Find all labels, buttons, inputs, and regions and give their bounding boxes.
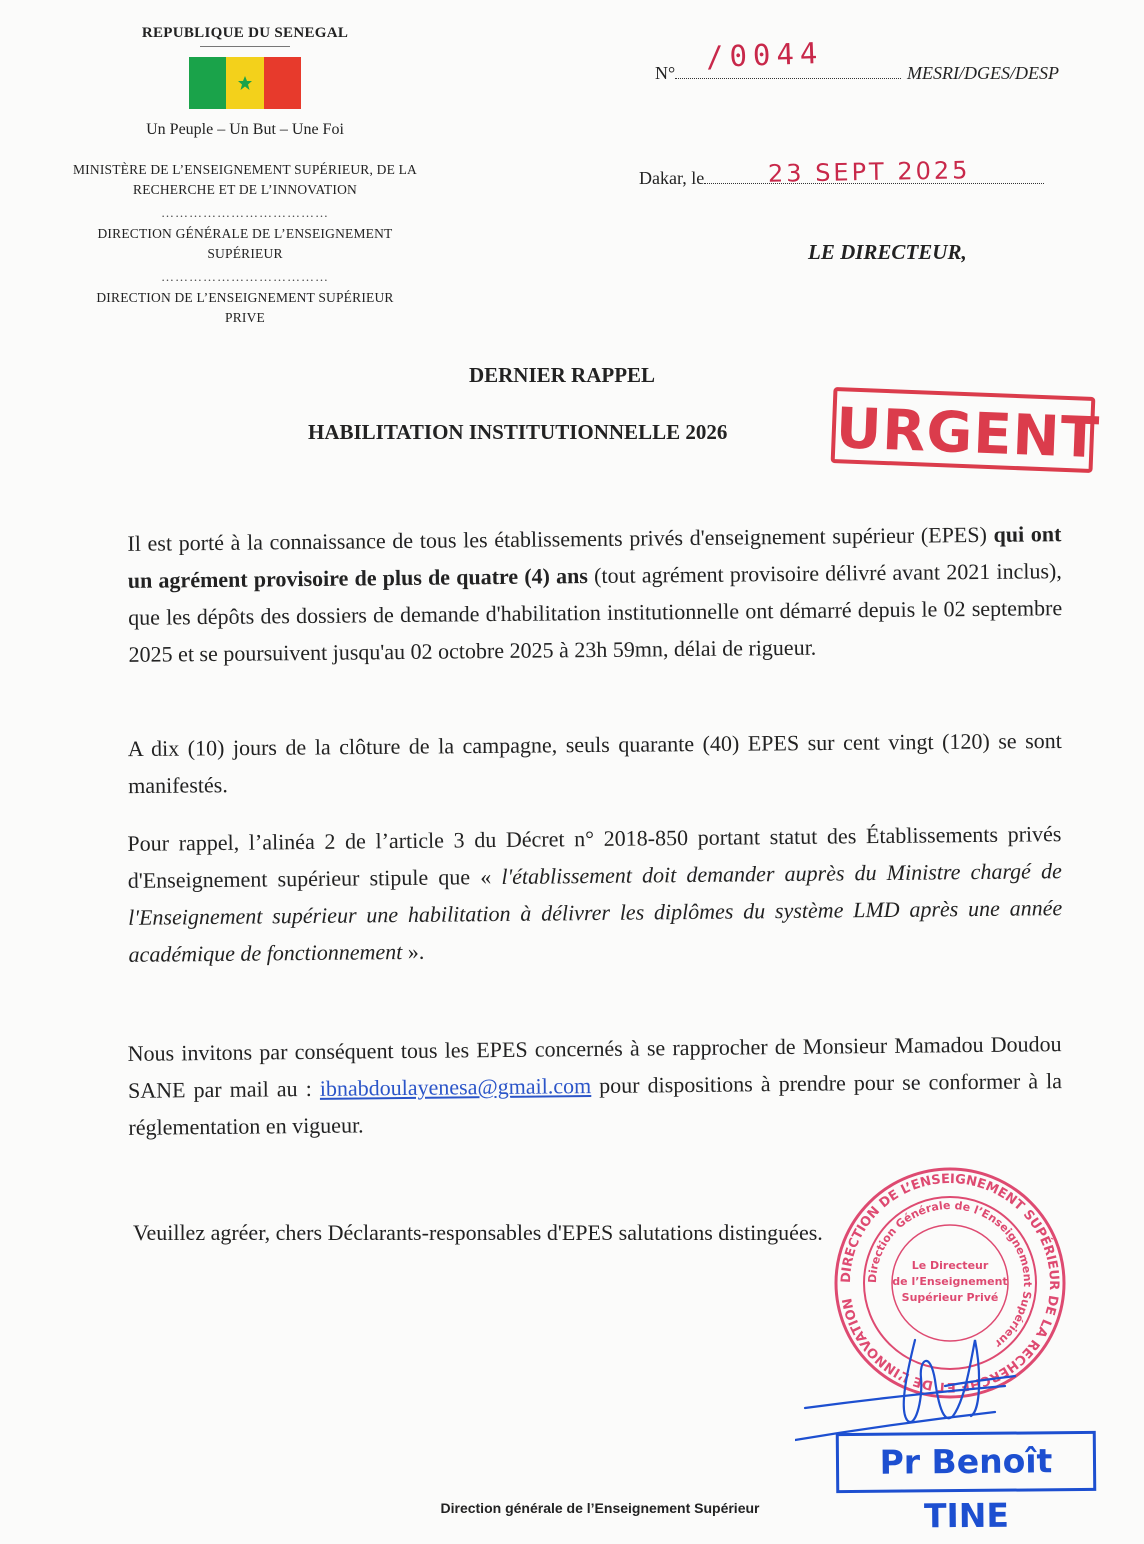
- p4-text-b: pour dispositions à prendre pour se conformer à la réglementation en vigueur.: [128, 1068, 1063, 1140]
- seal-center-line-1: Le Directeur: [911, 1259, 989, 1272]
- p3-text-a: Pour rappel, l’alinéa 2 de l’article 3 du Décret n° 2018-850 portant statut des Établissements privés d'Enseignement supérieur stipule que «: [127, 821, 1062, 893]
- document-subtitle: HABILITATION INSTITUTIONNELLE 2026: [308, 420, 728, 444]
- direction-name: [40, 288, 450, 328]
- separator-dots-2: ………………………………: [161, 269, 329, 284]
- document-title: DERNIER RAPPEL: [468, 363, 656, 387]
- seal-outer-text: DIRECTION DE L’ENSEIGNEMENT SUPÉRIEUR DE LA RECHERCHE ET DE L’INNOVATION: [838, 1171, 1062, 1395]
- footer-text: Direction générale de l’Enseignement Supérieur: [440, 1500, 760, 1516]
- seal-inner-text: Direction Générale de l’Enseignement Supérieur: [865, 1198, 1035, 1351]
- date-label: Dakar, le: [639, 168, 705, 188]
- separator-dots: ………………………………: [161, 205, 329, 220]
- paragraph-4: [127, 1025, 1062, 1146]
- p1-text-b: (tout agrément provisoire délivré avant 2021 inclus), que les dépôts des dossiers de demande d'habilitation institutionnelle ont démarré depuis le 02 septembre 2025 et se poursuivent jusqu'au 02 octobre 2025 à 23h 59mn, délai de rigueur.: [128, 558, 1063, 667]
- letterhead: [40, 25, 450, 328]
- general-direction-name: [40, 224, 450, 264]
- signatory-title: LE DIRECTEUR,: [808, 240, 967, 264]
- decree-quote: l'établissement doit demander auprès du Ministre chargé de l'Enseignement supérieur une habilitation à délivrer les diplômes du système LMD après une année académique de fonctionnement: [128, 858, 1063, 967]
- dg-line-2: SUPÉRIEUR: [207, 246, 283, 261]
- seal-center-line-2: de l’Enseignement: [892, 1275, 1008, 1288]
- reference-number-suffix: MESRI/DGES/DESP: [907, 63, 1059, 83]
- p3-text-b: ».: [402, 938, 425, 965]
- number-label: N°: [655, 63, 676, 83]
- closing-formula: Veuillez agréer, chers Déclarants-responsables d'EPES salutations distinguées.: [133, 1220, 823, 1245]
- ministry-line-2: RECHERCHE ET DE L’INNOVATION: [133, 182, 357, 197]
- dg-line-1: DIRECTION GÉNÉRALE DE L’ENSEIGNEMENT: [97, 226, 393, 241]
- senegal-flag-icon: [189, 57, 301, 109]
- paragraph-2: A dix (10) jours de la clôture de la campagne, seuls quarante (40) EPES sur cent vingt (120) se sont manifestés.: [127, 727, 1062, 799]
- signatory-name: Pr Benoît TINE: [836, 1431, 1097, 1493]
- p1-text-a: Il est porté à la connaissance de tous les établissements privés d'enseignement supérieur (EPES): [127, 521, 994, 556]
- republic-name: REPUBLIQUE DU SENEGAL: [141, 25, 349, 41]
- republic-underline: [200, 46, 290, 47]
- paragraph-3: [127, 815, 1062, 973]
- direction-line-1: DIRECTION DE L’ENSEIGNEMENT SUPÉRIEUR: [96, 290, 394, 305]
- ministry-name: [40, 160, 450, 200]
- p4-text-a: Nous invitons par conséquent tous les EPES concernés à se rapprocher de Monsieur Mamadou Doudou SANE par mail au :: [127, 1031, 1062, 1103]
- contact-email-link[interactable]: ibnabdoulayenesa@gmail.com: [319, 1073, 592, 1101]
- paragraph-1: [127, 515, 1062, 673]
- reference-number-value: /0044: [705, 35, 824, 75]
- seal-center-line-3: Supérieur Privé: [901, 1291, 999, 1304]
- date-value: 23 SEPT 2025: [767, 156, 971, 188]
- p1-bold-text: qui ont un agrément provisoire de plus de quatre (4) ans: [127, 521, 1062, 593]
- direction-line-2: PRIVE: [224, 310, 265, 325]
- urgent-stamp: URGENT: [831, 387, 1096, 473]
- ministry-line-1: MINISTÈRE DE L’ENSEIGNEMENT SUPÉRIEUR, DE LA: [72, 162, 418, 177]
- flag-star-icon: [237, 75, 253, 91]
- national-motto: Un Peuple – Un But – Une Foi: [146, 121, 344, 138]
